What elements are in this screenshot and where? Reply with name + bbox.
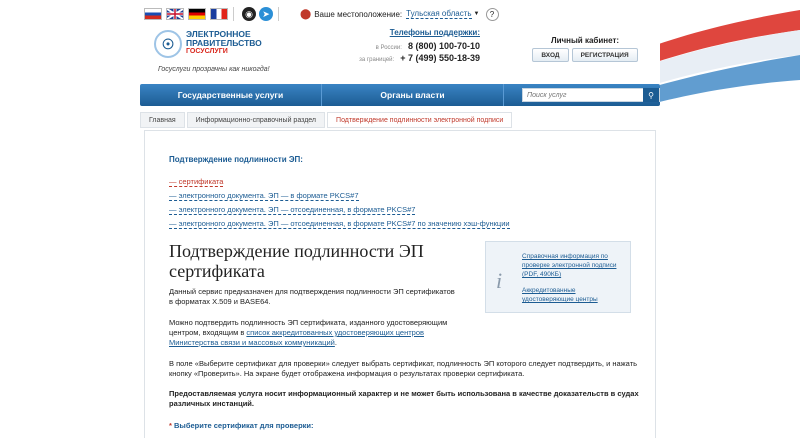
cabinet-buttons bbox=[530, 48, 640, 62]
phone-number: + 7 (499) 550-18-39 bbox=[400, 53, 480, 63]
description-paragraph: Данный сервис предназначен для подтверждения подлинности ЭП сертификатов в форматах X.509 и BASE64. bbox=[169, 287, 455, 306]
chevron-down-icon[interactable]: ▼ bbox=[473, 11, 480, 17]
page-title: Подтверждение подлинности ЭП сертификата bbox=[169, 241, 424, 281]
header bbox=[140, 24, 660, 82]
top-bar bbox=[140, 4, 660, 24]
required-marker: * bbox=[169, 421, 172, 430]
link-label: — сертификата bbox=[169, 177, 224, 186]
link-label: — электронного документа. ЭП — в формате PKCS#7 bbox=[169, 191, 359, 200]
reference-pdf-link[interactable]: Справочная информация по проверке электронной подписи (PDF, 490КБ) bbox=[522, 253, 617, 278]
eye-icon[interactable]: ◉ bbox=[242, 7, 256, 21]
link-label: — электронного документа. ЭП — отсоединенная, в формате PKCS#7 по значению хэш-функции bbox=[169, 219, 510, 228]
info-box bbox=[485, 241, 631, 313]
login-button[interactable]: ВХОД bbox=[532, 48, 568, 62]
personal-cabinet bbox=[530, 36, 640, 62]
main-content bbox=[144, 130, 656, 438]
ru-flag-icon[interactable] bbox=[144, 8, 162, 20]
phone-row bbox=[340, 41, 480, 53]
link-document-pkcs7[interactable] bbox=[169, 189, 510, 203]
phones-title[interactable]: Телефоны поддержки: bbox=[389, 28, 480, 37]
breadcrumb-current: Подтверждение подлинности электронной подписи bbox=[327, 112, 512, 128]
section-subtitle: Подтверждение подлинности ЭП: bbox=[169, 155, 303, 164]
main-nav bbox=[140, 84, 660, 106]
gosuslugi-logo-icon[interactable]: ☉ bbox=[154, 30, 182, 58]
help-icon[interactable]: ? bbox=[486, 8, 499, 21]
paragraph-text: Можно подтвердить подлинность ЭП сертификата, изданного удостоверяющим центром, входящим в bbox=[169, 318, 448, 337]
breadcrumb-info-section[interactable]: Информационно-справочный раздел bbox=[187, 112, 325, 128]
logo-title[interactable]: ЭЛЕКТРОННОЕ ПРАВИТЕЛЬСТВО bbox=[186, 29, 262, 48]
accredited-centers-side-link[interactable]: Аккредитованные удостоверяющие центры bbox=[522, 287, 598, 303]
link-document-detached[interactable] bbox=[169, 203, 510, 217]
accredited-centers-link[interactable]: список аккредитованных удостоверяющих центров Министерства связи и массовых коммуникаций bbox=[169, 328, 424, 347]
divider bbox=[278, 7, 279, 21]
link-document-hash[interactable] bbox=[169, 217, 510, 231]
uk-flag-icon[interactable] bbox=[166, 8, 184, 20]
support-phones bbox=[340, 28, 480, 65]
de-flag-icon[interactable] bbox=[188, 8, 206, 20]
phone-label: за границей: bbox=[359, 57, 395, 63]
fr-flag-icon[interactable] bbox=[210, 8, 228, 20]
link-label: — электронного документа. ЭП — отсоединенная, в формате PKCS#7 bbox=[169, 205, 416, 214]
compass-icon[interactable]: ➤ bbox=[259, 7, 273, 21]
info-icon: i bbox=[496, 268, 503, 293]
location bbox=[300, 8, 499, 21]
search-box bbox=[522, 88, 660, 102]
region-select[interactable]: Тульская область bbox=[406, 9, 472, 18]
slogan: Госуслуги прозрачны как никогда! bbox=[158, 66, 270, 73]
location-label: Ваше местоположение: bbox=[314, 9, 403, 19]
search-icon[interactable]: ⚲ bbox=[643, 88, 659, 102]
search-input[interactable] bbox=[523, 89, 643, 101]
cabinet-title: Личный кабинет: bbox=[550, 36, 620, 45]
logo-subtitle[interactable]: ГОСУСЛУГИ bbox=[186, 48, 228, 55]
breadcrumb bbox=[140, 112, 660, 128]
phone-number: 8 (800) 100-70-10 bbox=[407, 41, 480, 51]
phone-label: в России: bbox=[375, 45, 402, 51]
location-pin-icon: ⬤ bbox=[300, 8, 312, 20]
select-label-text: Выберите сертификат для проверки: bbox=[174, 421, 314, 430]
divider bbox=[233, 7, 234, 21]
link-certificate[interactable] bbox=[169, 175, 510, 189]
accredited-paragraph bbox=[169, 318, 459, 348]
disclaimer-paragraph: Предоставляемая услуга носит информационный характер и не может быть использована в качестве доказательств в судах различных инстанций. bbox=[169, 389, 639, 408]
certificate-select-label bbox=[169, 421, 314, 430]
tab-authorities[interactable]: Органы власти bbox=[322, 84, 504, 106]
breadcrumb-home[interactable]: Главная bbox=[140, 112, 185, 128]
verification-type-list bbox=[169, 175, 510, 231]
tab-gov-services[interactable]: Государственные услуги bbox=[140, 84, 322, 106]
register-button[interactable]: РЕГИСТРАЦИЯ bbox=[572, 48, 638, 62]
instructions-paragraph: В поле «Выберите сертификат для проверки» следует выбрать сертификат, подлинность ЭП которого следует подтвердить, и нажать кнопку «Проверить». На экране будет отображена информация о результатах проверки сертификата. bbox=[169, 359, 638, 378]
paragraph-text: . bbox=[334, 338, 337, 347]
phone-row bbox=[340, 53, 480, 65]
